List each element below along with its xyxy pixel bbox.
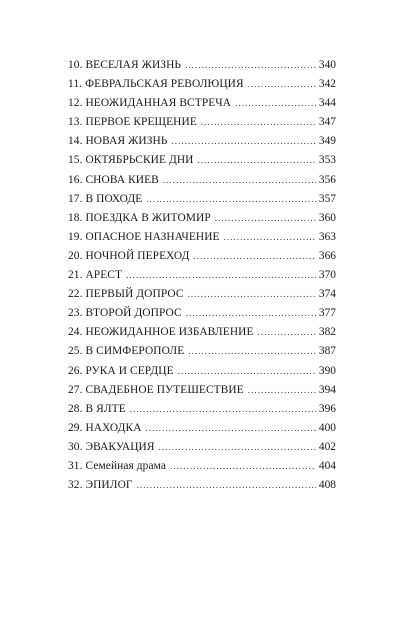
toc-entry-page: 363 <box>318 230 336 243</box>
toc-entry-title: 28. В ЯЛТЕ <box>68 402 126 415</box>
toc-entry-title: 20. НОЧНОЙ ПЕРЕХОД <box>68 249 190 262</box>
toc-dot-leader <box>248 75 316 94</box>
toc-entry-page: 390 <box>318 364 336 377</box>
toc-entry-title: 10. ВЕСЕЛАЯ ЖИЗНЬ <box>68 59 182 71</box>
toc-entry <box>68 171 336 190</box>
toc-entry-page: 396 <box>318 402 336 415</box>
toc-entry <box>68 400 336 419</box>
toc-entry <box>68 419 336 438</box>
toc-entry-page: 366 <box>318 249 336 262</box>
toc-entry-title: 15. ОКТЯБРЬСКИЕ ДНИ <box>68 154 194 167</box>
toc-dot-leader <box>146 419 316 438</box>
toc-entry <box>68 304 336 323</box>
toc-entry-title: 25. В СИМФЕРОПОЛЕ <box>68 345 185 358</box>
toc-entry-title: 19. ОПАСНОЕ НАЗНАЧЕНИЕ <box>68 230 220 243</box>
toc-entry-title: 16. СНОВА КИЕВ <box>68 173 159 186</box>
toc-entry-page: 402 <box>318 440 336 453</box>
toc-dot-leader <box>163 171 316 190</box>
toc-entry-page: 387 <box>318 345 336 358</box>
toc-dot-leader <box>194 247 316 266</box>
table-of-contents <box>68 56 336 495</box>
toc-dot-leader <box>178 362 316 381</box>
toc-entry <box>68 56 336 75</box>
toc-entry <box>68 457 336 476</box>
toc-entry-title: 24. НЕОЖИДАННОЕ ИЗБАВЛЕНИЕ <box>68 326 254 339</box>
toc-entry <box>68 209 336 228</box>
toc-entry-title: 32. ЭПИЛОГ <box>68 479 133 492</box>
toc-entry <box>68 438 336 457</box>
toc-entry <box>68 342 336 361</box>
toc-entry-page: 340 <box>318 59 336 71</box>
toc-dot-leader <box>188 342 316 361</box>
toc-entry-title: 11. ФЕВРАЛЬСКАЯ РЕВОЛЮЦИЯ <box>68 78 244 91</box>
toc-entry <box>68 75 336 94</box>
toc-entry-page: 353 <box>318 154 336 167</box>
toc-entry-title: 29. НАХОДКА <box>68 421 142 434</box>
toc-entry <box>68 247 336 266</box>
toc-entry-title: 21. АРЕСТ <box>68 269 123 282</box>
toc-entry <box>68 132 336 151</box>
toc-entry-page: 404 <box>318 459 336 472</box>
toc-entry-title: 13. ПЕРВОЕ КРЕЩЕНИЕ <box>68 116 197 129</box>
toc-dot-leader <box>215 209 316 228</box>
toc-entry-page: 344 <box>318 97 336 110</box>
toc-dot-leader <box>258 323 316 342</box>
toc-entry-title: 17. В ПОХОДЕ <box>68 192 143 205</box>
toc-dot-leader <box>170 457 316 476</box>
toc-entry-page: 377 <box>318 307 336 320</box>
toc-entry-page: 400 <box>318 421 336 434</box>
toc-entry-title: 31. Семейная драма <box>68 459 167 472</box>
toc-dot-leader <box>146 190 316 209</box>
toc-entry <box>68 323 336 342</box>
toc-dot-leader <box>186 304 316 323</box>
toc-entry-page: 408 <box>318 479 336 492</box>
toc-dot-leader <box>248 381 316 400</box>
toc-entry-page: 360 <box>318 211 336 224</box>
toc-dot-leader <box>185 56 316 75</box>
toc-entry-title: 12. НЕОЖИДАННАЯ ВСТРЕЧА <box>68 97 232 110</box>
toc-entry <box>68 362 336 381</box>
toc-dot-leader <box>198 151 316 170</box>
toc-dot-leader <box>130 400 316 419</box>
toc-entry-page: 370 <box>318 269 336 282</box>
toc-entry-page: 394 <box>318 383 336 396</box>
toc-entry-title: 23. ВТОРОЙ ДОПРОС <box>68 307 182 320</box>
toc-entry-title: 26. РУКА И СЕРДЦЕ <box>68 364 174 377</box>
toc-entry-title: 22. ПЕРВЫЙ ДОПРОС <box>68 288 184 301</box>
toc-entry-page: 349 <box>318 135 336 148</box>
toc-entry-page: 357 <box>318 192 336 205</box>
toc-entry <box>68 190 336 209</box>
toc-dot-leader <box>159 438 316 457</box>
toc-entry-title: 14. НОВАЯ ЖИЗНЬ <box>68 135 168 148</box>
toc-dot-leader <box>137 476 316 495</box>
toc-entry-page: 382 <box>318 326 336 339</box>
toc-entry-page: 347 <box>318 116 336 129</box>
toc-dot-leader <box>224 228 316 247</box>
toc-dot-leader <box>126 266 316 285</box>
toc-entry-title: 27. СВАДЕБНОЕ ПУТЕШЕСТВИЕ <box>68 383 244 396</box>
toc-dot-leader <box>172 132 317 151</box>
toc-entry <box>68 381 336 400</box>
toc-entry <box>68 266 336 285</box>
toc-dot-leader <box>235 94 316 113</box>
toc-dot-leader <box>188 285 316 304</box>
toc-entry <box>68 476 336 495</box>
toc-entry-page: 356 <box>318 173 336 186</box>
toc-entry <box>68 285 336 304</box>
toc-entry-page: 342 <box>318 78 336 91</box>
toc-entry-page: 374 <box>318 288 336 301</box>
toc-entry-title: 30. ЭВАКУАЦИЯ <box>68 440 155 453</box>
toc-entry <box>68 151 336 170</box>
toc-entry-title: 18. ПОЕЗДКА В ЖИТОМИР <box>68 211 211 224</box>
toc-entry <box>68 228 336 247</box>
toc-entry <box>68 94 336 113</box>
toc-dot-leader <box>201 113 316 132</box>
toc-entry <box>68 113 336 132</box>
